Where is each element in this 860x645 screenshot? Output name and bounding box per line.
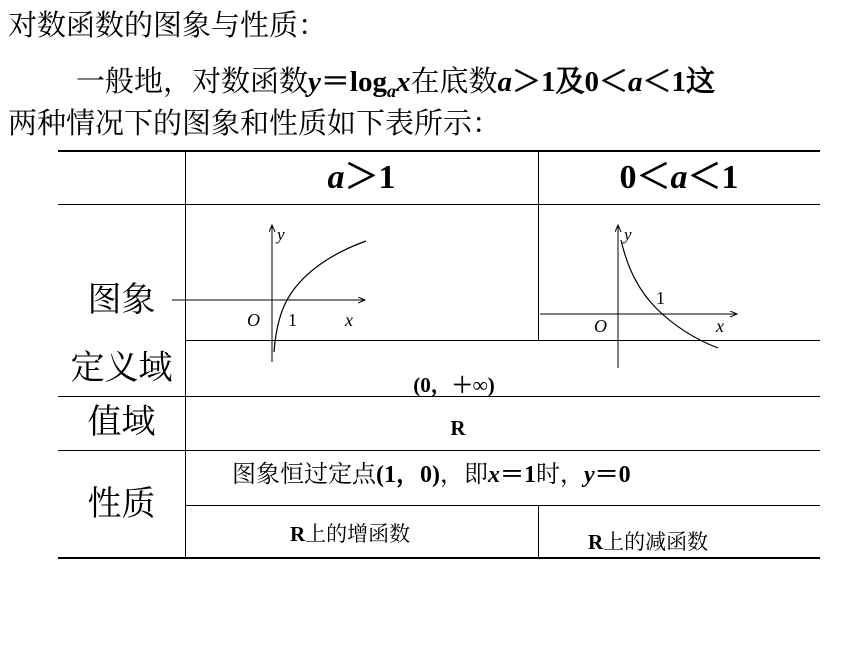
intro-var-a2: a	[627, 66, 643, 98]
decreasing-property: R上的减函数	[588, 530, 709, 554]
intro-var-y: y	[308, 66, 321, 98]
origin-label-right: O	[594, 316, 607, 336]
row-label-graph: 图象	[87, 280, 156, 320]
graph-a-gt-1	[172, 225, 366, 362]
header-a-gt-1: a＞1	[327, 159, 396, 196]
x-label-left: x	[345, 310, 353, 330]
y-label-left: y	[277, 225, 285, 244]
origin-label-left: O	[247, 310, 260, 330]
log-curve-decreasing	[621, 240, 718, 348]
one-label-left: 1	[288, 310, 297, 330]
graph-0-lt-a-lt-1	[540, 225, 736, 368]
intro-lead: 一般地，对数函数	[76, 64, 309, 98]
intro-mid: 在底数	[410, 64, 498, 98]
one-label-right: 1	[656, 288, 665, 308]
header-0-lt-a-lt-1: 0＜a＜1	[619, 159, 739, 196]
fixed-point-property: 图象恒过定点(1，0)，即x＝1时，y＝0	[232, 460, 631, 488]
row-label-properties: 性质	[87, 484, 156, 524]
row-label-domain: 定义域	[70, 348, 173, 388]
range-value: R	[450, 416, 466, 440]
intro-log: ＝log	[320, 66, 387, 98]
x-label-right: x	[716, 316, 724, 336]
log-curve-increasing	[274, 241, 366, 352]
intro-line-2: 两种情况下的图象和性质如下表所示：	[8, 106, 502, 140]
page-title: 对数函数的图象与性质：	[8, 8, 328, 42]
intro-var-x: x	[395, 66, 411, 98]
row-label-range: 值域	[87, 402, 156, 442]
intro-var-a1: a	[497, 66, 512, 98]
y-label-right: y	[624, 225, 632, 244]
intro-log-base: a	[386, 81, 396, 101]
intro-cond2: ＜1这	[642, 66, 715, 98]
intro-cond1: ＞1及0＜	[511, 66, 628, 98]
domain-value: (0，＋∞)	[413, 373, 495, 397]
increasing-property: R上的增函数	[290, 522, 411, 546]
